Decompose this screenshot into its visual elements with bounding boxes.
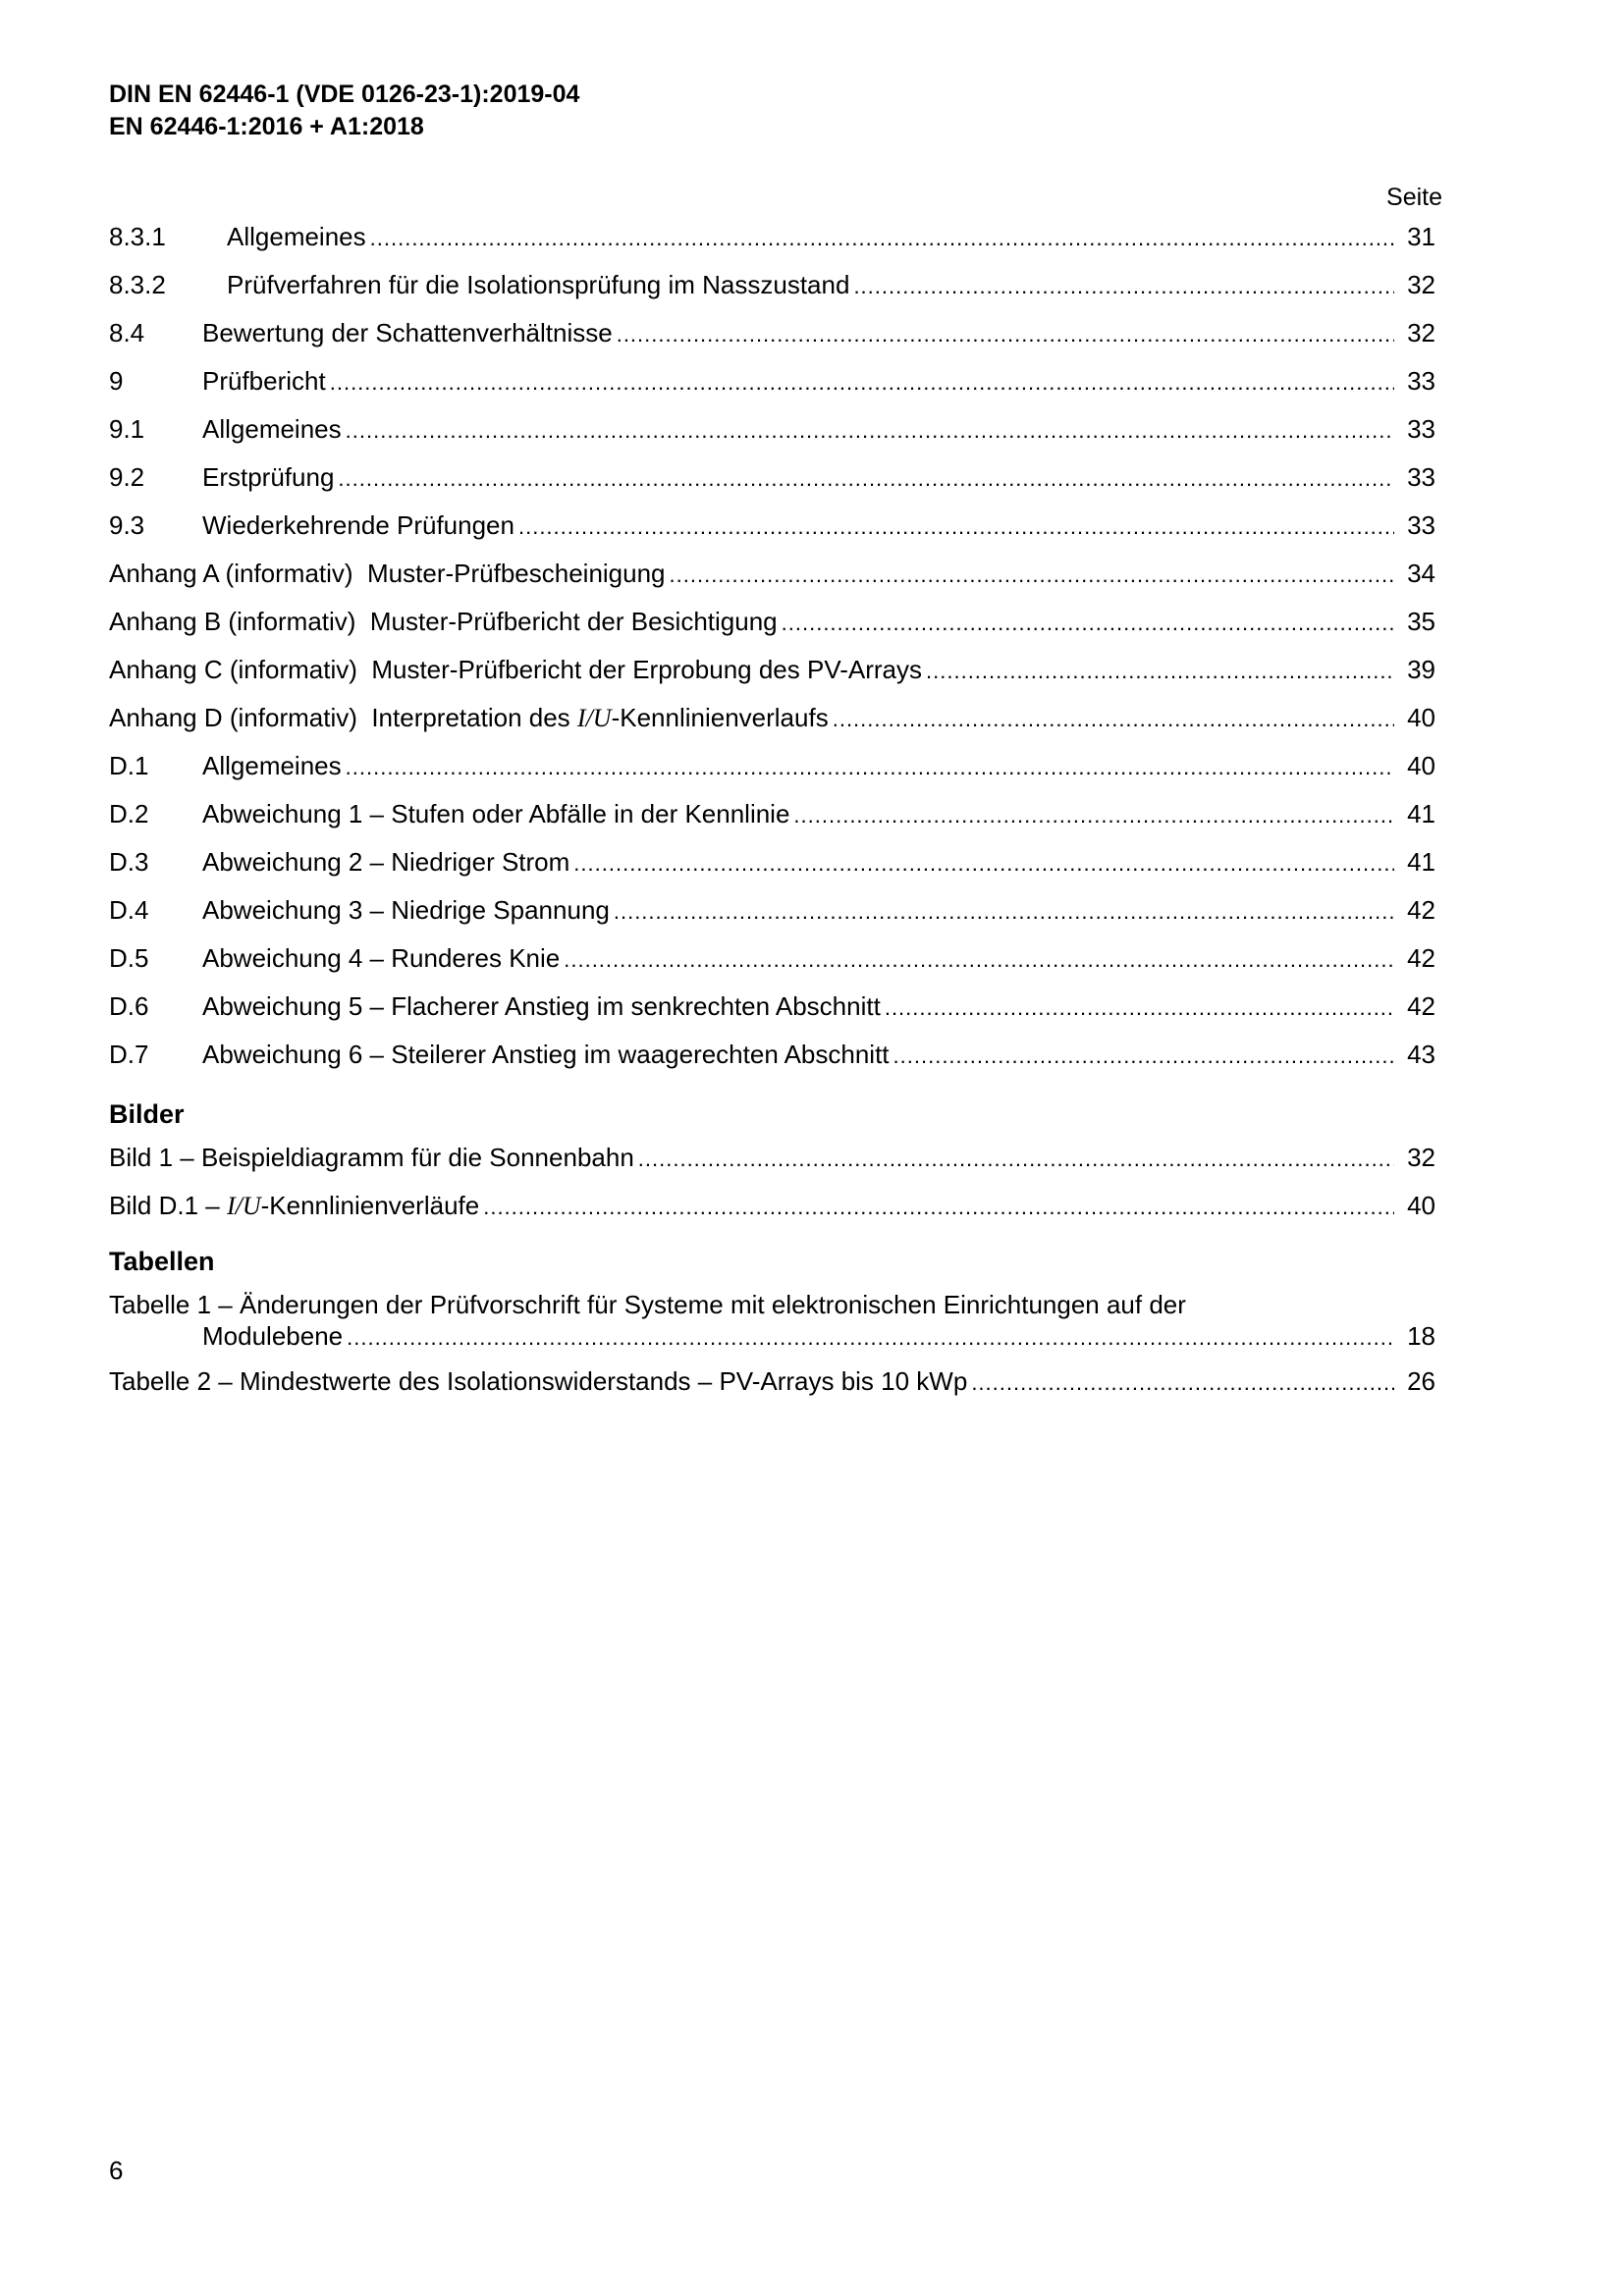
- toc-entry-page: 42: [1407, 943, 1435, 973]
- iu-symbol: I/U: [576, 704, 612, 732]
- toc-entry[interactable]: [109, 461, 1435, 509]
- figure-entry-title: Bild D.1 –: [109, 1191, 227, 1220]
- toc-entry-page: 33: [1407, 414, 1435, 444]
- toc-entry[interactable]: [109, 894, 1435, 942]
- header-standard-line: DIN EN 62446-1 (VDE 0126-23-1):2019-04: [109, 80, 580, 108]
- seite-column-label: Seite: [1386, 184, 1442, 211]
- toc-entry-page: 35: [1407, 607, 1435, 636]
- toc-entry-page: 42: [1407, 991, 1435, 1021]
- leader-dots: [330, 367, 1394, 399]
- toc-entry-number: 9: [109, 366, 124, 396]
- leader-dots: [833, 704, 1394, 735]
- toc-entry-title-suffix: -Kennlinienverlaufs: [611, 703, 829, 732]
- toc-entry-title: Abweichung 3 – Niedrige Spannung: [202, 895, 610, 925]
- toc-entry-title: Prüfbericht: [202, 366, 326, 396]
- leader-dots: [638, 1144, 1394, 1175]
- leader-dots: [782, 608, 1394, 639]
- leader-dots: [573, 848, 1394, 880]
- toc-entry[interactable]: [109, 269, 1435, 317]
- toc-entry-title: Erstprüfung: [202, 462, 335, 492]
- leader-dots: [518, 511, 1394, 543]
- toc-entry-title: Abweichung 4 – Runderes Knie: [202, 943, 561, 973]
- toc-entry[interactable]: [109, 942, 1435, 990]
- toc-entry-number: D.7: [109, 1040, 149, 1069]
- toc-entry-title: Abweichung 2 – Niedriger Strom: [202, 847, 570, 877]
- toc-entry[interactable]: [109, 221, 1435, 269]
- toc-entry-title: Allgemeines: [202, 414, 342, 444]
- leader-dots: [617, 319, 1394, 350]
- table-entry-page: 18: [1407, 1321, 1435, 1351]
- table-entry-title: Tabelle 1 – Änderungen der Prüfvorschrift für Systeme mit elektronischen Einrichtungen auf der: [109, 1290, 1186, 1319]
- leader-dots: [347, 1322, 1394, 1354]
- leader-dots: [971, 1367, 1394, 1399]
- leader-dots: [483, 1192, 1394, 1223]
- toc-entry-number: D.1: [109, 751, 149, 780]
- header-en-line: EN 62446-1:2016 + A1:2018: [109, 113, 424, 140]
- leader-dots: [926, 656, 1394, 687]
- leader-dots: [893, 1041, 1394, 1072]
- toc-entry-page: 42: [1407, 895, 1435, 925]
- figure-entry-page: 40: [1407, 1191, 1435, 1220]
- leader-dots: [564, 944, 1394, 976]
- page-number: 6: [109, 2156, 124, 2185]
- toc-entry[interactable]: [109, 317, 1435, 365]
- toc-entry-page: 39: [1407, 655, 1435, 684]
- toc-entry[interactable]: [109, 365, 1435, 413]
- toc-entry-page: 31: [1407, 222, 1435, 251]
- toc-entry[interactable]: [109, 1039, 1435, 1087]
- toc-entry-title: Allgemeines: [202, 751, 342, 780]
- tables-heading: Tabellen: [109, 1247, 215, 1276]
- toc-entry-number: 8.4: [109, 318, 145, 347]
- toc-entry-annex[interactable]: [109, 606, 1435, 654]
- toc-entry-page: 40: [1407, 751, 1435, 780]
- toc-entry-number: 8.3.2: [109, 270, 166, 299]
- toc-entry-number: 9.2: [109, 462, 145, 492]
- toc-entry-number: D.6: [109, 991, 149, 1021]
- toc-entry-number: 9.1: [109, 414, 145, 444]
- toc-entry-number: D.4: [109, 895, 149, 925]
- leader-dots: [614, 896, 1394, 928]
- table-entry-title: Tabelle 2 – Mindestwerte des Isolationswiderstands – PV-Arrays bis 10 kWp: [109, 1366, 968, 1396]
- figure-entry-title-suffix: -Kennlinienverläufe: [260, 1191, 480, 1220]
- toc-entry-page: 33: [1407, 366, 1435, 396]
- toc-entry-page: 34: [1407, 559, 1435, 588]
- toc-entry-page: 41: [1407, 799, 1435, 828]
- table-of-contents: [109, 221, 1435, 1414]
- toc-entry-title: Prüfverfahren für die Isolationsprüfung im Nasszustand: [227, 270, 850, 299]
- toc-entry-page: 43: [1407, 1040, 1435, 1069]
- leader-dots: [670, 560, 1394, 591]
- leader-dots: [370, 223, 1394, 254]
- toc-entry[interactable]: [109, 413, 1435, 461]
- toc-entry-title: Anhang A (informativ) Muster-Prüfbescheinigung: [109, 559, 666, 588]
- leader-dots: [346, 415, 1394, 447]
- toc-entry-title: Anhang B (informativ) Muster-Prüfbericht der Besichtigung: [109, 607, 778, 636]
- toc-entry[interactable]: [109, 990, 1435, 1039]
- table-entry-page: 26: [1407, 1366, 1435, 1396]
- toc-entry-number: 8.3.1: [109, 222, 166, 251]
- leader-dots: [346, 752, 1394, 783]
- toc-entry-page: 41: [1407, 847, 1435, 877]
- table-entry-title-continued: Modulebene: [202, 1321, 344, 1351]
- leader-dots: [793, 800, 1394, 831]
- toc-entry-annex[interactable]: [109, 702, 1435, 750]
- toc-entry-annex[interactable]: [109, 558, 1435, 606]
- toc-entry-title: Abweichung 5 – Flacherer Anstieg im senkrechten Abschnitt: [202, 991, 881, 1021]
- figures-heading: Bilder: [109, 1099, 185, 1129]
- toc-entry[interactable]: [109, 509, 1435, 558]
- toc-entry-title: Abweichung 1 – Stufen oder Abfälle in der Kennlinie: [202, 799, 790, 828]
- figure-entry[interactable]: [109, 1142, 1435, 1190]
- toc-entry-number: D.3: [109, 847, 149, 877]
- toc-entry-title: Wiederkehrende Prüfungen: [202, 510, 514, 540]
- toc-entry-page: 40: [1407, 703, 1435, 732]
- figure-entry[interactable]: [109, 1190, 1435, 1238]
- document-header: [109, 79, 579, 143]
- toc-entry-title: Abweichung 6 – Steilerer Anstieg im waagerechten Abschnitt: [202, 1040, 890, 1069]
- toc-entry-title: Anhang D (informativ) Interpretation des: [109, 703, 577, 732]
- toc-entry-title: Allgemeines: [227, 222, 366, 251]
- toc-entry-title: Bewertung der Schattenverhältnisse: [202, 318, 613, 347]
- leader-dots: [853, 271, 1394, 302]
- figure-entry-title: Bild 1 – Beispieldiagramm für die Sonnenbahn: [109, 1143, 634, 1172]
- toc-entry[interactable]: [109, 750, 1435, 798]
- toc-entry-annex[interactable]: [109, 654, 1435, 702]
- figure-entry-page: 32: [1407, 1143, 1435, 1172]
- leader-dots: [885, 992, 1394, 1024]
- table-entry[interactable]: [109, 1365, 1435, 1414]
- toc-entry[interactable]: [109, 846, 1435, 894]
- toc-entry[interactable]: [109, 798, 1435, 846]
- toc-entry-page: 32: [1407, 270, 1435, 299]
- toc-entry-title: Anhang C (informativ) Muster-Prüfbericht der Erprobung des PV-Arrays: [109, 655, 923, 684]
- toc-entry-number: D.2: [109, 799, 149, 828]
- iu-symbol: I/U: [226, 1192, 261, 1220]
- toc-entry-page: 33: [1407, 462, 1435, 492]
- leader-dots: [338, 463, 1394, 495]
- toc-entry-number: D.5: [109, 943, 149, 973]
- toc-entry-page: 32: [1407, 318, 1435, 347]
- table-entry[interactable]: [109, 1289, 1435, 1365]
- toc-entry-page: 33: [1407, 510, 1435, 540]
- toc-entry-number: 9.3: [109, 510, 145, 540]
